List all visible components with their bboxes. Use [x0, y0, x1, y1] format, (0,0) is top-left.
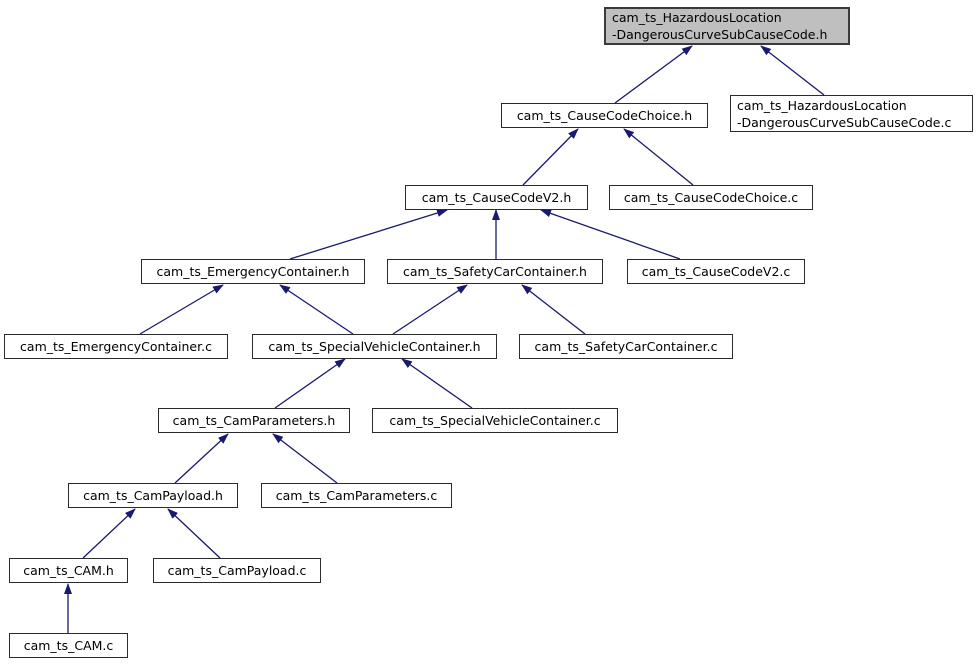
include-edge-camparameters-h-to-specialvehiclecontainer-h — [275, 359, 345, 408]
include-edge-safetycarcontainer-c-to-safetycarcontainer-h — [522, 285, 585, 334]
graph-node-campayload-c[interactable] — [153, 558, 321, 583]
graph-node-label: cam_ts_SafetyCarContainer.h — [403, 264, 587, 279]
graph-node-specialvehiclecontainer-c[interactable] — [372, 408, 618, 433]
graph-node-emergencycontainer-h[interactable] — [141, 259, 365, 284]
graph-node-label: cam_ts_CamParameters.c — [275, 488, 438, 503]
graph-node-label: cam_ts_CamParameters.h — [172, 413, 336, 428]
graph-node-label: cam_ts_HazardousLocation — [612, 10, 782, 25]
graph-node-label: -DangerousCurveSubCauseCode.h — [612, 27, 828, 42]
graph-node-specialvehiclecontainer-h[interactable] — [252, 334, 497, 359]
graph-node-campayload-h[interactable] — [68, 483, 238, 508]
include-edge-campayload-h-to-camparameters-h — [175, 434, 228, 483]
graph-node-label: cam_ts_SafetyCarContainer.c — [534, 339, 718, 354]
graph-node-camparameters-h[interactable] — [158, 408, 350, 433]
graph-node-label: cam_ts_SpecialVehicleContainer.c — [389, 413, 601, 428]
include-edge-causecodechoice-c-to-causecodechoice-h — [624, 129, 693, 185]
graph-node-label: cam_ts_CauseCodeChoice.h — [516, 108, 693, 123]
include-edge-cam-h-to-campayload-h — [83, 509, 135, 558]
include-edge-campayload-c-to-campayload-h — [168, 509, 220, 558]
include-edge-emergencycontainer-c-to-emergencycontainer-h — [140, 285, 223, 334]
include-edge-causecodev2-h-to-causecodechoice-h — [523, 129, 578, 185]
graph-node-label: cam_ts_EmergencyContainer.c — [20, 339, 212, 354]
graph-node-emergencycontainer-c[interactable] — [4, 334, 228, 359]
graph-node-cam-h[interactable] — [9, 558, 128, 583]
graph-node-hazardouslocation-dangerouscurvesubcausecode-c[interactable] — [730, 95, 973, 132]
graph-node-label: cam_ts_CauseCodeV2.h — [421, 190, 572, 205]
graph-node-camparameters-c[interactable] — [261, 483, 452, 508]
graph-node-label: cam_ts_CauseCodeV2.c — [641, 264, 791, 279]
graph-node-label: cam_ts_CamPayload.c — [167, 563, 307, 578]
graph-node-causecodechoice-c[interactable] — [609, 185, 813, 210]
graph-node-label: cam_ts_EmergencyContainer.h — [156, 264, 350, 279]
include-edge-camparameters-c-to-camparameters-h — [273, 434, 337, 483]
graph-node-causecodev2-h[interactable] — [405, 185, 588, 210]
graph-node-label: cam_ts_CamPayload.h — [83, 488, 223, 503]
graph-node-label: cam_ts_CAM.c — [23, 638, 114, 653]
include-edge-specialvehiclecontainer-h-to-emergencycontainer-h — [280, 285, 353, 334]
include-edge-specialvehiclecontainer-h-to-safetycarcontainer-h — [393, 285, 467, 334]
graph-node-cam-c[interactable] — [9, 633, 128, 658]
graph-node-hazardouslocation-dangerouscurvesubcausecode-h — [604, 7, 850, 45]
graph-node-label: -DangerousCurveSubCauseCode.c — [737, 114, 952, 130]
graph-node-safetycarcontainer-c[interactable] — [519, 334, 733, 359]
graph-node-label: cam_ts_SpecialVehicleContainer.h — [268, 339, 481, 354]
graph-node-causecodev2-c[interactable] — [627, 259, 805, 284]
graph-node-label: cam_ts_CAM.h — [23, 563, 114, 578]
include-edge-specialvehiclecontainer-c-to-specialvehiclecontainer-h — [402, 359, 472, 408]
include-edge-causecodechoice-h-to-hazardouslocation-dangerouscurvesubcausecode-h — [615, 46, 692, 103]
graph-node-causecodechoice-h[interactable] — [501, 103, 708, 128]
graph-node-label: cam_ts_HazardousLocation — [737, 97, 907, 113]
graph-node-safetycarcontainer-h[interactable] — [387, 259, 603, 284]
include-edge-emergencycontainer-h-to-causecodev2-h — [290, 210, 447, 259]
include-edge-causecodev2-c-to-causecodev2-h — [541, 210, 680, 259]
include-edge-hazardouslocation-dangerouscurvesubcausecode-c-to-hazardouslocation-dangerouscurvesubcausecode-h — [761, 46, 824, 95]
graph-node-label: cam_ts_CauseCodeChoice.c — [623, 190, 799, 205]
